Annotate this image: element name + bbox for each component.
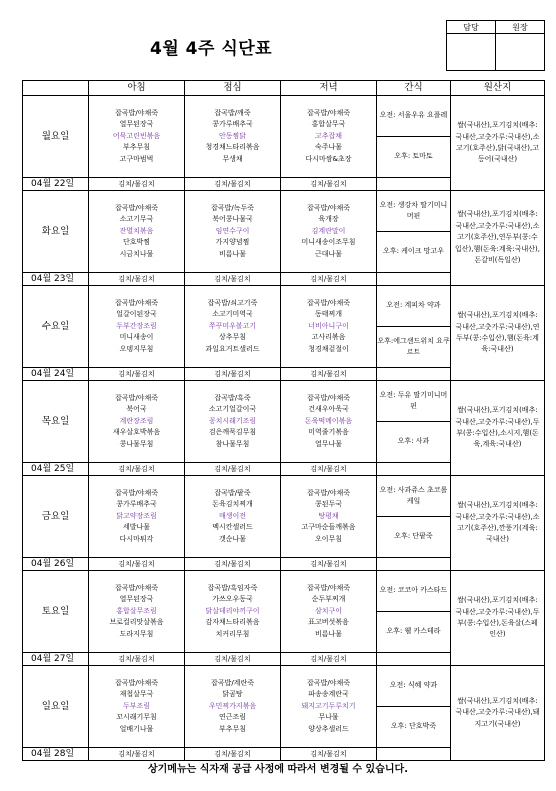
footer-notice: 상기메뉴는 식자재 공급 사정에 따라서 변경될 수 있습니다.: [147, 764, 408, 775]
lunch-item: 임연수구이: [215, 226, 250, 235]
day-date: 04월 28일: [23, 748, 89, 761]
kimchi-lunch: 김치/물김치: [185, 558, 281, 571]
snack-am: 오전: 생강차 딸기미니머핀: [377, 191, 451, 232]
lunch-item: 치커리무침: [215, 629, 250, 638]
snack-empty: [377, 558, 451, 571]
kimchi-dinner: 김치/물김치: [281, 273, 377, 286]
lunch-item: 우민찌가지볶음: [208, 701, 257, 710]
kimchi-lunch: 김치/물김치: [185, 653, 281, 666]
day-row: [23, 96, 545, 137]
dinner-item: 너비아니구이: [308, 321, 349, 330]
snack-empty: [377, 748, 451, 761]
dinner-item: 미니새송이조무침: [301, 238, 356, 247]
lunch-item: 과일요거트샐러드: [205, 344, 260, 353]
breakfast-cell: [89, 666, 185, 748]
day-row: [23, 476, 545, 517]
origin-cell: 쌀(국내산),포기김치(배추:국내산,고춧가루:국내산),소고기(호주산),닭(국내산),고등어(국내산): [451, 96, 545, 191]
snack-am: 오전: 두유 딸기미니머핀: [377, 381, 451, 422]
breakfast-cell: [89, 96, 185, 178]
approval-staff-sign: [447, 34, 496, 71]
lunch-item: 무생채: [222, 154, 243, 163]
kimchi-lunch: 김치/물김치: [185, 748, 281, 761]
lunch-item: 매생이전: [218, 511, 247, 520]
day-date: 04월 27일: [23, 653, 89, 666]
header-empty: [23, 81, 89, 96]
dinner-item: 건새우아욱국: [308, 405, 349, 414]
snack-am: 오전: 사과쥬스 초코롤케잌: [377, 476, 451, 517]
breakfast-item: 도라지무침: [119, 629, 154, 638]
dinner-item: 잡곡밥/야채죽: [307, 109, 350, 118]
dinner-item: 근대나물: [314, 249, 343, 258]
snack-pm: 오후: 단호박죽: [377, 707, 451, 748]
breakfast-item: 꼬시래기무침: [116, 713, 157, 722]
origin-cell: 쌀(국내산),포기김치(배추:국내산,고춧가루:국내산),돼지고기(국내산): [451, 666, 545, 761]
lunch-cell: [185, 666, 281, 748]
breakfast-item: 소고기무국: [119, 215, 154, 224]
lunch-item: 잡곡밥/녹두죽: [211, 204, 254, 213]
snack-empty: [377, 273, 451, 286]
breakfast-item: 세발나물: [122, 523, 151, 532]
lunch-item: 꽁치시래기조림: [208, 416, 257, 425]
breakfast-item: 잡곡밥/야채죽: [115, 489, 158, 498]
lunch-item: 감자채느타리볶음: [205, 618, 260, 627]
origin-cell: 쌀(국내산),포기김치(배추:국내산,고춧가루:국내산),연두부(콩:수입산),햄(돈육:계육:국내산): [451, 286, 545, 381]
breakfast-cell: [89, 381, 185, 463]
breakfast-cell: [89, 191, 185, 273]
lunch-item: 잡곡밥/팥죽: [214, 489, 251, 498]
kimchi-dinner: 김치/물김치: [281, 558, 377, 571]
snack-pm: 오후: 케이크 망고우: [377, 232, 451, 273]
kimchi-dinner: 김치/물김치: [281, 463, 377, 476]
page-title: 4월 4주 식단표: [150, 39, 273, 59]
dinner-cell: [281, 571, 377, 653]
kimchi-lunch: 김치/물김치: [185, 273, 281, 286]
lunch-cell: [185, 96, 281, 178]
dinner-item: 표고버섯볶음: [308, 618, 349, 627]
snack-pm: 오후: 사과: [377, 422, 451, 463]
breakfast-item: 두부간장조림: [116, 321, 157, 330]
dinner-cell: [281, 96, 377, 178]
breakfast-item: 잡곡밥/야채죽: [115, 584, 158, 593]
breakfast-item: 부추무침: [122, 143, 151, 152]
breakfast-item: 계란장조림: [119, 416, 154, 425]
dinner-item: 콩된두국: [314, 500, 343, 509]
lunch-cell: [185, 381, 281, 463]
day-date: 04월 23일: [23, 273, 89, 286]
dinner-item: 잡곡밥/야채죽: [307, 204, 350, 213]
dinner-item: 탕평채: [318, 511, 339, 520]
header-lunch: 점심: [185, 81, 281, 96]
breakfast-item: 북어국: [126, 405, 147, 414]
dinner-item: 김계란말이: [311, 226, 346, 235]
kimchi-breakfast: 김치/물김치: [89, 273, 185, 286]
lunch-item: 돈육김치찌개: [212, 500, 253, 509]
dinner-item: 삼치구이: [314, 606, 343, 615]
day-date: 04월 25일: [23, 463, 89, 476]
snack-pm: 오후: 단팥죽: [377, 517, 451, 558]
breakfast-item: 오뎅지무침: [119, 344, 154, 353]
dinner-item: 무나물: [318, 713, 339, 722]
snack-empty: [377, 463, 451, 476]
breakfast-item: 잔멸치볶음: [119, 226, 154, 235]
snack-empty: [377, 368, 451, 381]
day-name: 일요일: [23, 666, 89, 748]
origin-cell: 쌀(국내산),포기김치(배추:국내산,고춧가루:국내산),소고기(호주산),연두부(콩:수입산),햄(돈육:계육:국내산),돈갈비(독일산): [451, 191, 545, 286]
dinner-item: 홍합살무국: [311, 120, 346, 129]
dinner-item: 비름나물: [314, 629, 343, 638]
day-row: [23, 191, 545, 232]
lunch-item: 잡곡밥/흑임자죽: [207, 584, 258, 593]
breakfast-item: 잡곡밥/야채죽: [115, 109, 158, 118]
breakfast-item: 열무된장국: [119, 595, 154, 604]
lunch-item: 검은깨묵김무침: [208, 428, 257, 437]
breakfast-item: 고구마범벅: [119, 154, 154, 163]
dinner-item: 미역줄기볶음: [308, 428, 349, 437]
breakfast-item: 다시마튀각: [119, 534, 154, 543]
dinner-item: 돼지고기두루치기: [301, 701, 356, 710]
snack-am: 오전: 서울우유 요플레: [377, 96, 451, 137]
header-snack: 간식: [377, 81, 451, 96]
lunch-item: 잡곡밥/깨죽: [214, 109, 251, 118]
dinner-item: 오이무침: [314, 534, 343, 543]
snack-am: 오전: 계피차 약과: [377, 286, 451, 327]
lunch-item: 닭살데리야끼구이: [205, 606, 260, 615]
breakfast-cell: [89, 571, 185, 653]
lunch-item: 멕시칸샐러드: [212, 523, 253, 532]
lunch-item: 부추무침: [218, 724, 247, 733]
dinner-cell: [281, 191, 377, 273]
kimchi-lunch: 김치/물김치: [185, 178, 281, 191]
dinner-item: 돈육떡메이볶음: [304, 416, 353, 425]
lunch-item: 가쓰오우동국: [212, 595, 253, 604]
lunch-item: 비름나물: [218, 249, 247, 258]
lunch-cell: [185, 286, 281, 368]
header-origin: 원산지: [451, 81, 545, 96]
breakfast-item: 콩나물무침: [119, 439, 154, 448]
breakfast-item: 미니새송이: [119, 333, 154, 342]
dinner-item: 순두부찌개: [311, 595, 346, 604]
breakfast-item: 새우살호박볶음: [112, 428, 161, 437]
day-date: 04월 26일: [23, 558, 89, 571]
day-name: 금요일: [23, 476, 89, 558]
breakfast-item: 잡곡밥/야채죽: [115, 204, 158, 213]
snack-pm: 오후: 웰 카스테라: [377, 612, 451, 653]
dinner-item: 육개장: [318, 215, 339, 224]
lunch-item: 잡곡밥/계란죽: [211, 679, 254, 688]
breakfast-item: 홍합살무조림: [116, 606, 157, 615]
origin-cell: 쌀(국내산),포기김치(배추:국내산,고춧가루:국내산),두부(콩:수입산),소시지,햄(돈육,계육:국내산): [451, 381, 545, 476]
lunch-item: 북어콩나물국: [212, 215, 253, 224]
lunch-item: 참나물무침: [215, 439, 250, 448]
breakfast-item: 잡곡밥/야채죽: [115, 394, 158, 403]
dinner-item: 청경채겉절이: [308, 344, 349, 353]
breakfast-cell: [89, 476, 185, 558]
origin-cell: 쌀(국내산),포기김치(배추:국내산,고춧가루:국내산),두부(콩:수입산),돈육살(스페인산): [451, 571, 545, 666]
dinner-item: 잡곡밥/야채죽: [307, 299, 350, 308]
lunch-cell: [185, 476, 281, 558]
snack-pm: 오후:에그샌드위치 요쿠르트: [377, 327, 451, 368]
snack-empty: [377, 178, 451, 191]
dinner-item: 숙주나물: [314, 143, 343, 152]
kimchi-breakfast: 김치/물김치: [89, 463, 185, 476]
kimchi-dinner: 김치/물김치: [281, 368, 377, 381]
breakfast-item: 잡곡밥/야채죽: [115, 299, 158, 308]
breakfast-item: 콩가루배추국: [116, 500, 157, 509]
breakfast-item: 어묵고린빈볶음: [112, 131, 161, 140]
day-row: [23, 666, 545, 707]
breakfast-item: 두부조림: [122, 701, 151, 710]
snack-am: 오전: 코코아 카스타드: [377, 571, 451, 612]
breakfast-item: 얼갈이된장국: [116, 310, 157, 319]
approval-director-sign: [496, 34, 545, 71]
kimchi-breakfast: 김치/물김치: [89, 653, 185, 666]
kimchi-breakfast: 김치/물김치: [89, 178, 185, 191]
dinner-item: 고구마순들깨볶음: [301, 523, 356, 532]
dinner-cell: [281, 381, 377, 463]
lunch-cell: [185, 191, 281, 273]
lunch-item: 쭈꾸미우볼고기: [208, 321, 257, 330]
kimchi-dinner: 김치/물김치: [281, 653, 377, 666]
breakfast-item: 시금치나물: [119, 249, 154, 258]
breakfast-item: 단호박찜: [122, 238, 151, 247]
dinner-item: 잡곡밥/야채죽: [307, 679, 350, 688]
dinner-cell: [281, 286, 377, 368]
day-name: 토요일: [23, 571, 89, 653]
lunch-item: 소고기미역국: [212, 310, 253, 319]
kimchi-breakfast: 김치/물김치: [89, 368, 185, 381]
lunch-item: 연근조림: [218, 713, 247, 722]
kimchi-dinner: 김치/물김치: [281, 178, 377, 191]
day-name: 화요일: [23, 191, 89, 273]
dinner-item: 열무나물: [314, 439, 343, 448]
lunch-item: 가지양념찜: [215, 238, 250, 247]
day-row: [23, 381, 545, 422]
breakfast-item: 브로컬리맛살볶음: [109, 618, 164, 627]
dinner-item: 잡곡밥/야채죽: [307, 394, 350, 403]
header-breakfast: 아침: [89, 81, 185, 96]
dinner-item: 잡곡밥/야채죽: [307, 489, 350, 498]
day-date: 04월 24일: [23, 368, 89, 381]
approval-director-label: 원장: [496, 21, 545, 34]
dinner-item: 잡곡밥/야채죽: [307, 584, 350, 593]
day-row: [23, 571, 545, 612]
approval-staff-label: 담당: [447, 21, 496, 34]
lunch-item: 잡곡밥/흑죽: [214, 394, 251, 403]
dinner-item: 양상추샐러드: [308, 724, 349, 733]
snack-empty: [377, 653, 451, 666]
day-name: 수요일: [23, 286, 89, 368]
breakfast-item: 열무된장국: [119, 120, 154, 129]
lunch-item: 청경채느타리볶음: [205, 143, 260, 152]
breakfast-item: 닭고약장조림: [116, 511, 157, 520]
kimchi-breakfast: 김치/물김치: [89, 558, 185, 571]
breakfast-item: 재첩살무국: [119, 690, 154, 699]
lunch-cell: [185, 571, 281, 653]
approval-box: [446, 20, 545, 71]
kimchi-lunch: 김치/물김치: [185, 368, 281, 381]
dinner-item: 파송송계란국: [308, 690, 349, 699]
breakfast-item: 잡곡밥/야채죽: [115, 679, 158, 688]
dinner-cell: [281, 476, 377, 558]
day-name: 목요일: [23, 381, 89, 463]
kimchi-lunch: 김치/물김치: [185, 463, 281, 476]
lunch-item: 갯순나물: [218, 534, 247, 543]
kimchi-dinner: 김치/물김치: [281, 748, 377, 761]
dinner-item: 고사리볶음: [311, 333, 346, 342]
dinner-item: 동태찌개: [314, 310, 343, 319]
dinner-item: 고추잡채: [314, 131, 343, 140]
day-row: [23, 286, 545, 327]
header-row: [23, 81, 545, 96]
header-dinner: 저녁: [281, 81, 377, 96]
lunch-item: 상추무침: [218, 333, 247, 342]
lunch-item: 소고기얼갈이국: [208, 405, 257, 414]
origin-cell: 쌀(국내산),포기김치(배추:국내산,고춧가루:국내산),소고기(호주산),깐풍기(계육:국내산): [451, 476, 545, 571]
lunch-item: 잡곡밥/쇠고기죽: [207, 299, 258, 308]
lunch-item: 콩가루배추국: [212, 120, 253, 129]
dinner-cell: [281, 666, 377, 748]
menu-table: [22, 80, 545, 761]
snack-am: 오전: 식혜 약과: [377, 666, 451, 707]
dinner-item: 다시마쌈&초장: [305, 154, 352, 163]
breakfast-item: 얼배기나물: [119, 724, 154, 733]
lunch-item: 안동찜닭: [218, 131, 247, 140]
day-name: 월요일: [23, 96, 89, 178]
lunch-item: 닭곰탕: [222, 690, 243, 699]
snack-pm: 오후: 토마토: [377, 137, 451, 178]
breakfast-cell: [89, 286, 185, 368]
day-date: 04월 22일: [23, 178, 89, 191]
kimchi-breakfast: 김치/물김치: [89, 748, 185, 761]
